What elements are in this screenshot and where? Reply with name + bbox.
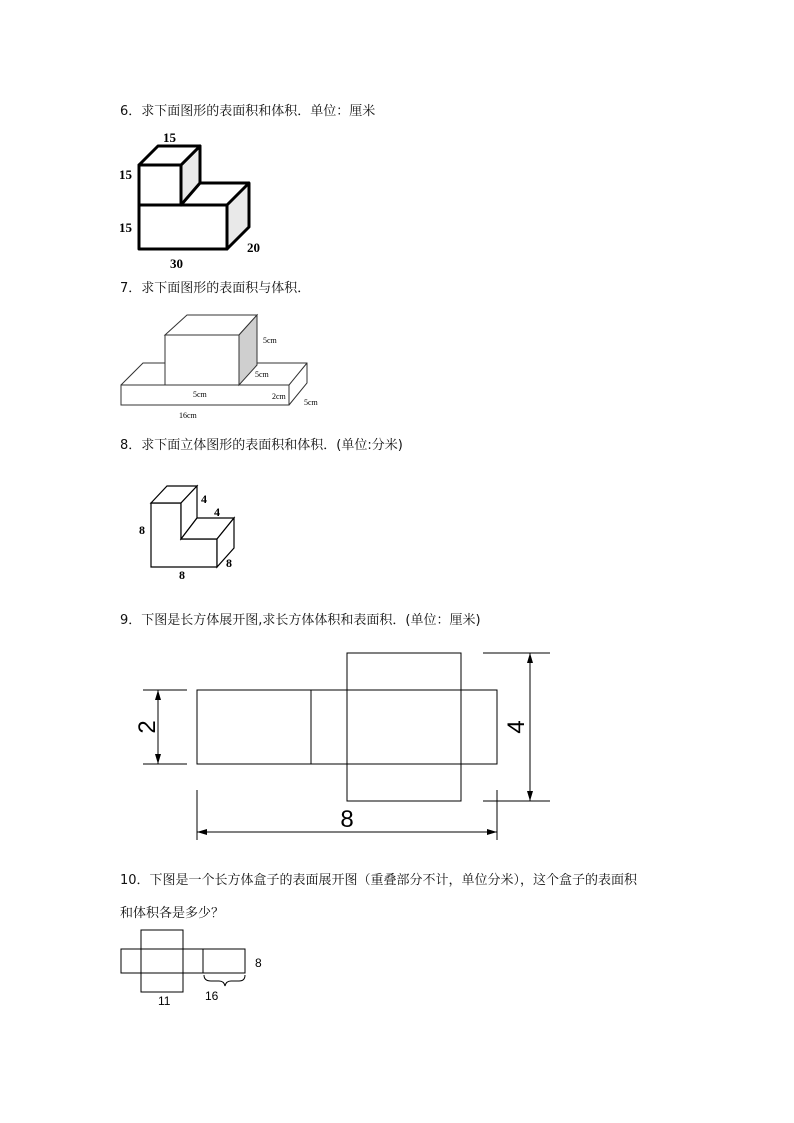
q7-label-base-depth: 5cm [304, 398, 318, 407]
q6-label-left-upper: 15 [119, 167, 132, 182]
q6-label-top: 15 [163, 130, 176, 145]
question-10-text-line-1: 10．下图是一个长方体盒子的表面展开图（重叠部分不计，单位分米），这个盒子的表面积 [120, 873, 638, 888]
q7-label-cube-height: 5cm [263, 336, 277, 345]
q6-label-bottom: 30 [170, 256, 183, 271]
q10-label-height: 8 [255, 956, 262, 970]
question-8-figure [135, 478, 245, 583]
question-10-figure [115, 925, 275, 1010]
q7-label-cube-depth: 5cm [255, 370, 269, 379]
q10-label-width: 11 [158, 994, 171, 1008]
question-7-text: 7．求下面图形的表面积与体积． [120, 281, 311, 296]
q9-label-height: 2 [134, 720, 161, 734]
q6-label-depth: 20 [247, 240, 260, 255]
q10-label-length: 16 [205, 989, 219, 1003]
q8-label-height: 8 [139, 523, 145, 537]
question-9-text: 9．下图是长方体展开图,求长方体体积和表面积．(单位：厘米) [120, 613, 481, 628]
q7-label-base-height: 2cm [272, 392, 286, 401]
question-6-text: 6．求下面图形的表面积和体积．单位：厘米 [120, 104, 376, 119]
q8-label-step-width: 4 [214, 505, 220, 519]
q7-label-base-length: 16cm [179, 411, 197, 420]
q7-label-cube-width: 5cm [193, 390, 207, 399]
q8-label-width: 8 [179, 568, 185, 582]
q9-label-length: 8 [340, 806, 354, 833]
question-6-figure [115, 128, 275, 273]
q8-label-step-height: 4 [201, 492, 207, 506]
question-9-figure [125, 645, 555, 845]
question-10-text-line-2: 和体积各是多少？ [120, 906, 225, 921]
q6-label-left-lower: 15 [119, 220, 132, 235]
question-8-text: 8．求下面立体图形的表面积和体积．(单位:分米) [120, 438, 403, 453]
q8-label-depth: 8 [226, 556, 232, 570]
question-7-figure [115, 305, 330, 425]
q9-label-total-height: 4 [503, 720, 530, 734]
